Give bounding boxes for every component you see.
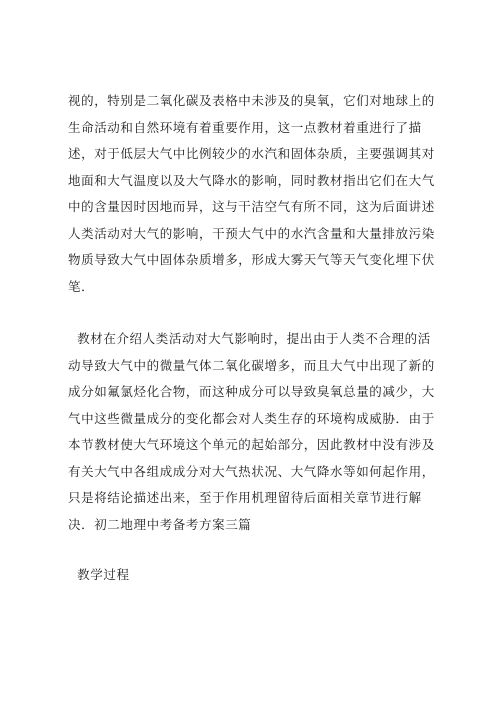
text-line: 气中这些微量成分的变化都会对人类生存的环境构成威胁．由于 <box>68 410 435 426</box>
text-line: 中的含量因时因地而异，这与干洁空气有所不同，这为后面讲述 <box>68 199 435 214</box>
text-line: 决．初二地理中考备考方案三篇 <box>68 516 252 532</box>
text-line: 述，对于低层大气中比例较少的水汽和固体杂质，主要强调其对 <box>68 146 435 161</box>
text-line: 地面和大气温度以及大气降水的影响，同时教材指出它们在大气 <box>68 172 435 188</box>
text-line: 有关大气中各组成成分对大气热状况、大气降水等如何起作用， <box>68 463 435 479</box>
text-line: 本节教材使大气环境这个单元的起始部分，因此教材中没有涉及 <box>68 437 435 452</box>
text-line: 只是将结论描述出来，至于作用机理留待后面相关章节进行解 <box>68 490 422 505</box>
text-line: 动导致大气中的微量气体二氧化碳增多，而且大气中出现了新的 <box>68 357 435 373</box>
paragraph-human-impact <box>68 326 440 538</box>
text-line: 生命活动和自然环境有着重要作用，这一点教材着重进行了描 <box>68 119 422 135</box>
text-line: 成分如氟氯烃化合物，而这种成分可以导致臭氧总量的减少，大 <box>68 384 435 399</box>
text-line: 视的，特别是二氧化碳及表格中未涉及的臭氧，它们对地球上的 <box>68 93 435 108</box>
text-line: 人类活动对大气的影响，干预大气中的水汽含量和大量排放污染 <box>68 225 435 241</box>
text-line: 教材在介绍人类活动对大气影响时，提出由于人类不合理的活 <box>68 331 431 346</box>
text-line: 物质导致大气中固体杂质增多，形成大雾天气等天气变化埋下伏 <box>68 252 435 267</box>
section-heading <box>68 562 440 589</box>
heading-text: 教学过程 <box>68 567 130 582</box>
paragraph-ozone-and-impurities <box>68 88 440 300</box>
text-line: 笔． <box>68 278 95 294</box>
